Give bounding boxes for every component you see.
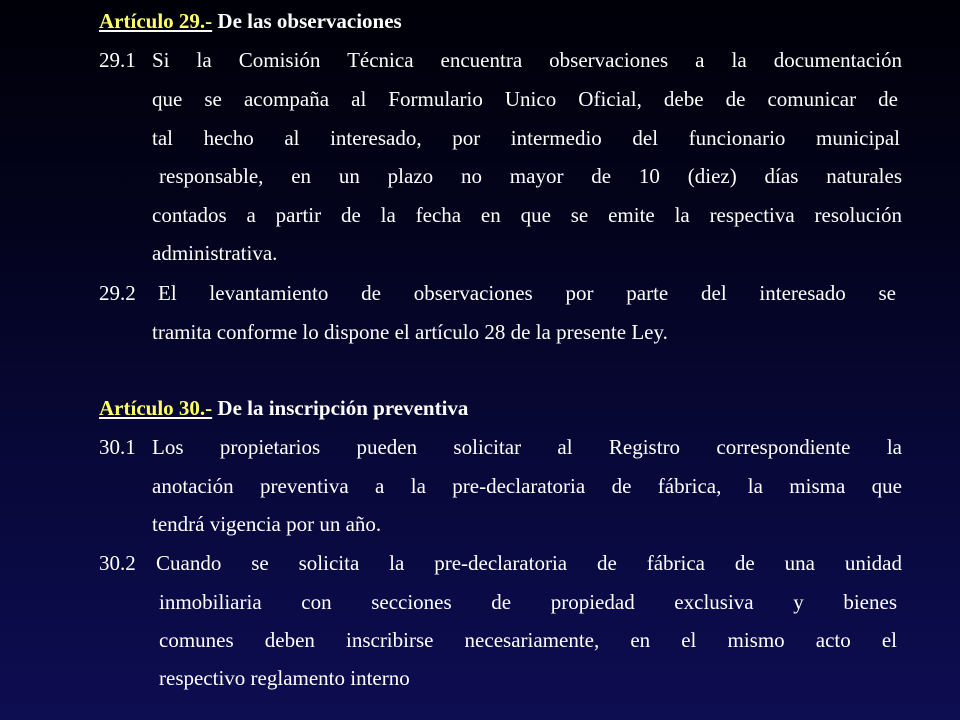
item-29-1-line-6: administrativa.: [152, 241, 278, 265]
item-29-1-line-5: contados a partir de la fecha en que se emite la respectiva resolución: [152, 203, 902, 227]
article-29-number: Artículo 29.-: [99, 9, 213, 33]
item-29-1-number: 29.1: [99, 48, 136, 72]
item-29-2-line-2: tramita conforme lo dispone el artículo 28 de la presente Ley.: [152, 320, 668, 344]
item-30-2-line-4: respectivo reglamento interno: [159, 666, 410, 690]
item-29-1-line-3: tal hecho al interesado, por intermedio del funcionario municipal: [152, 126, 900, 150]
item-29-1-line-2: que se acompaña al Formulario Unico Oficial, debe de comunicar de: [152, 87, 898, 111]
item-30-1-line-2: anotación preventiva a la pre-declaratoria de fábrica, la misma que: [152, 474, 902, 498]
item-30-1-number: 30.1: [99, 435, 136, 459]
item-30-2-number: 30.2: [99, 551, 136, 575]
article-30-number: Artículo 30.-: [99, 396, 213, 420]
item-30-1-line-1: Los propietarios pueden solicitar al Registro correspondiente la: [152, 435, 902, 459]
item-30-1-line-3: tendrá vigencia por un año.: [152, 512, 382, 536]
item-29-2-line-1: El levantamiento de observaciones por parte del interesado se: [158, 281, 896, 305]
item-30-2-line-3: comunes deben inscribirse necesariamente, en el mismo acto el: [159, 628, 897, 652]
item-29-1-line-1: Si la Comisión Técnica encuentra observaciones a la documentación: [152, 48, 902, 72]
item-30-2-line-2: inmobiliaria con secciones de propiedad exclusiva y bienes: [159, 590, 897, 614]
article-30-heading: [99, 395, 468, 421]
article-29-heading: [99, 8, 402, 34]
article-30-title: De la inscripción preventiva: [212, 396, 469, 420]
item-30-2-line-1: Cuando se solicita la pre-declaratoria de fábrica de una unidad: [156, 551, 902, 575]
item-29-2-number: 29.2: [99, 281, 136, 305]
article-29-title: De las observaciones: [212, 9, 402, 33]
item-29-1-line-4: responsable, en un plazo no mayor de 10 (diez) días naturales: [159, 164, 902, 188]
